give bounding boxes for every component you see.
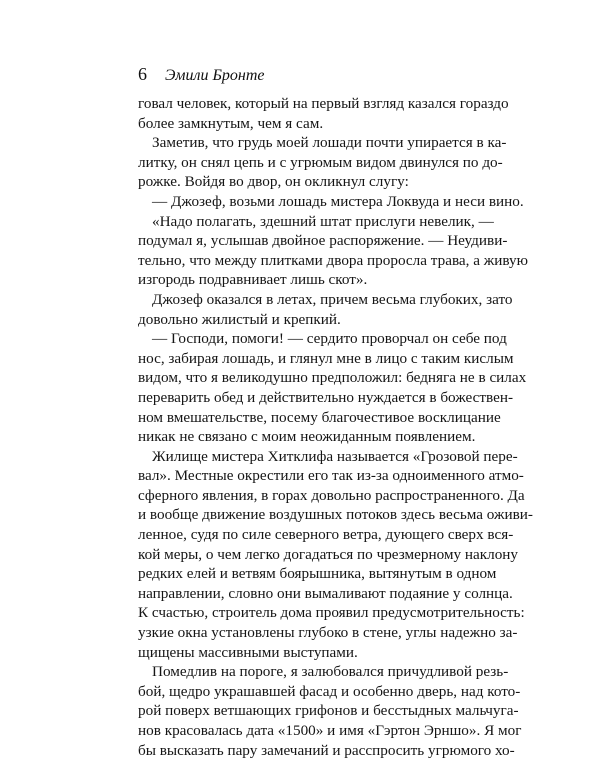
text-line: Джозеф оказался в летах, причем весьма глубоких, зато [152,290,513,308]
text-line: вал». Местные окрестили его так из-за одноименного атмо- [138,467,524,485]
page-number: 6 [138,64,147,84]
text-line: бы высказать пару замечаний и расспросить угрюмого хо- [138,741,515,759]
text-line: литку, он снял цепь и с угрюмым видом двинулся по до- [138,153,503,171]
text-line: редких елей и ветвям боярышника, вытянутым в одном [138,565,497,583]
text-line: изгородь подравнивает лишь скот». [138,271,368,289]
author-name: Эмили Бронте [165,67,265,84]
text-line: и вообще движение воздушных потоков здесь весьма оживи- [138,506,533,524]
text-line: довольно жилистый и крепкий. [138,310,341,328]
text-line: говал человек, который на первый взгляд казался гораздо [138,95,509,112]
text-line: — Господи, помоги! — сердито проворчал он себе под [152,330,507,348]
text-line: К счастью, строитель дома проявил предусмотрительность: [138,604,525,622]
body-text [138,94,533,760]
text-line: Заметив, что грудь моей лошади почти упирается в ка- [152,134,507,152]
text-line: никак не связано с моим неожиданным появлением. [138,428,476,446]
text-line: тельно, что между плитками двора проросла трава, а живую [138,251,528,269]
running-header [138,64,264,85]
text-line: переварить обед и действительно нуждается в божествен- [138,388,514,406]
text-line: ном вмешательстве, посему благочестивое восклицание [138,408,501,426]
text-line: нов красовалась дата «1500» и имя «Гэртон Эрншо». Я мог [138,722,522,739]
text-line: рожке. Войдя во двор, он окликнул слугу: [138,173,409,191]
text-line: видом, что я великодушно предположил: бедняга не в силах [138,369,527,387]
text-line: подумал я, услышав двойное распоряжение. — Неудиви- [138,232,508,250]
text-line: ленное, судя по силе северного ветра, дующего сверх вся- [138,526,514,544]
text-line: направлении, словно они вымаливают подаяние у солнца. [138,584,513,602]
text-line: кой меры, о чем легко догадаться по чрезмерному наклону [138,545,519,563]
text-line: «Надо полагать, здешний штат прислуги невелик, — [152,212,494,230]
text-line: щищены массивными выступами. [138,643,358,661]
text-line: бой, щедро украшавшей фасад и особенно дверь, над кото- [138,682,521,700]
text-line: узкие окна установлены глубоко в стене, углы надежно за- [138,624,518,642]
text-line: — Джозеф, возьми лошадь мистера Локвуда и неси вино. [152,192,524,210]
text-line: рой поверх ветшающих грифонов и бесстыдных мальчуга- [138,702,519,720]
text-line: Жилище мистера Хитклифа называется «Грозовой пере- [152,447,518,465]
text-line: Помедлив на пороге, я залюбовался причудливой резь- [152,663,509,681]
text-line: сферного явления, в горах довольно распространенного. Да [138,486,525,504]
text-line: более замкнутым, чем я сам. [138,114,324,132]
text-line: нос, забирая лошадь, и глянул мне в лицо с таким кислым [138,349,514,367]
